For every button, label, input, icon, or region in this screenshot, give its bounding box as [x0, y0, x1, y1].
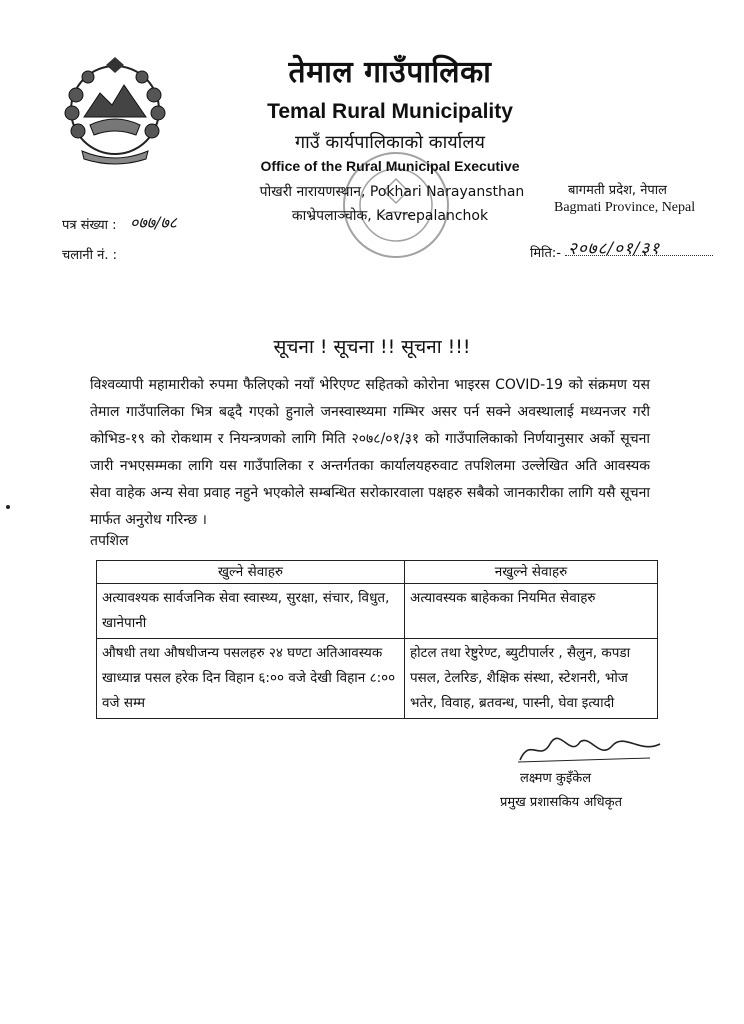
- notice-body: विश्वव्यापी महामारीको रुपमा फैलिएको नयाँ भेरिएण्ट सहितको कोरोना भाइरस COVID-19 को संक्रमण यस तेमाल गाउँपालिका भित्र बढ्दै गएको हुनाले जनस्वास्थ्यमा गम्भिर असर पर्न सक्ने अवस्थालाई मध्यनजर गरी कोभिड-१९ को रोकथाम र नियन्त्रणको लागि मिति २०७८/०१/३१ को गाउँपालिकाको निर्णयानुसार अर्को सूचना जारी नभएसम्मका लागि यस गाउँपालिका र अन्तर्गतका कार्यालयहरुवाट तपशिलमा उल्लेखित अति आवस्यक सेवा वाहेक अन्य सेवा प्रवाह नहुने भएकोले सम्बन्धित सरोकारवाला पक्षहरु सबैको जानकारीका लागि यसै सूचना मार्फत अनुरोध गरिन्छ ।: [90, 377, 650, 528]
- address-line-1: पोखरी नारायणस्थान, Pokhari Narayansthan: [259, 184, 525, 200]
- details-label: तपशिल: [90, 533, 129, 549]
- province-nepali: बागमती प्रदेश, नेपाल: [568, 183, 667, 198]
- date-value: २०७८/०१/३१: [568, 239, 661, 259]
- office-name-nepali: गाउँ कार्यपालिकाको कार्यालय: [295, 132, 485, 153]
- reference-number: ०७७/७८: [130, 213, 177, 232]
- date-dotted-line: [565, 255, 713, 256]
- signatory-name: लक्ष्मण कुइँकेल: [520, 771, 592, 786]
- table-cell: होटल तथा रेष्टुरेण्ट, ब्युटीपार्लर , सैलुन, कपडा पसल, टेलरिङ, शैक्षिक संस्था, स्टेशनरी, भोज भतेर, विवाह, ब्रतवन्ध, पास्नी, घेवा इत्यादी: [405, 639, 658, 719]
- table-row: [97, 584, 658, 639]
- table-cell: औषधी तथा औषधीजन्य पसलहरु २४ घण्टा अतिआवस्यक खाध्यान्न पसल हरेक दिन विहान ६:०० वजे देखी विहान ८:०० वजे सम्म: [97, 639, 405, 719]
- notice-heading: सूचना ! सूचना !! सूचना !!!: [273, 336, 471, 358]
- table-header-row: [97, 561, 658, 584]
- table-row: [97, 639, 658, 719]
- dispatch-number-label: चलानी नं. :: [62, 248, 118, 263]
- signatory-designation: प्रमुख प्रशासकिय अधिकृत: [500, 795, 623, 810]
- table-cell: अत्यावस्यक बाहेकका नियमित सेवाहरु: [405, 584, 658, 639]
- margin-mark: [6, 505, 10, 509]
- table-cell: अत्यावश्यक सार्वजनिक सेवा स्वास्थ्य, सुरक्षा, संचार, विधुत, खानेपानी: [97, 584, 405, 639]
- address-line-2: काभ्रेपलाञ्चोक, Kavrepalanchok: [291, 208, 489, 224]
- municipality-title-nepali: तेमाल गाउँपालिका: [288, 55, 492, 90]
- municipality-title-english: Temal Rural Municipality: [267, 100, 513, 123]
- closed-services-header: नखुल्ने सेवाहरु: [405, 561, 658, 584]
- date-label: मिति:-: [530, 246, 561, 261]
- nepal-emblem-icon: [62, 55, 168, 167]
- reference-label: पत्र संख्या :: [62, 218, 117, 233]
- province-english: Bagmati Province, Nepal: [554, 200, 696, 215]
- signature-icon: [500, 732, 670, 768]
- office-name-english: Office of the Rural Municipal Executive: [260, 158, 520, 174]
- services-table: [96, 560, 658, 719]
- open-services-header: खुल्ने सेवाहरु: [97, 561, 405, 584]
